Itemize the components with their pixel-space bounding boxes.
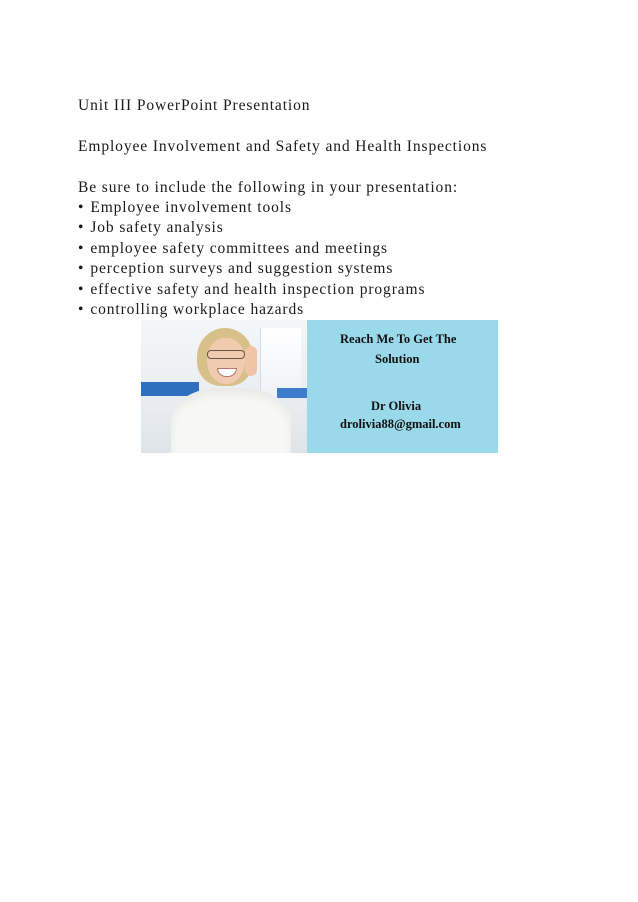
list-item <box>78 239 598 259</box>
list-item-text: employee safety committees and meetings <box>90 239 388 257</box>
document-intro: Be sure to include the following in your presentation: <box>78 178 459 196</box>
woman-photo <box>141 320 307 453</box>
bullet-icon: • <box>78 239 85 257</box>
list-item-text: Employee involvement tools <box>90 198 292 216</box>
bullet-icon: • <box>78 300 85 318</box>
contact-email: drolivia88@gmail.com <box>340 417 461 431</box>
list-item <box>78 259 598 279</box>
glasses-icon <box>207 350 245 359</box>
list-item-text: perception surveys and suggestion systems <box>90 260 394 278</box>
banner-headline: Reach Me To Get The <box>340 332 457 346</box>
list-item-text: Job safety analysis <box>90 219 224 237</box>
contact-banner <box>141 320 498 453</box>
bullet-icon: • <box>78 219 85 237</box>
document-subtitle: Employee Involvement and Safety and Health Inspections <box>78 137 488 155</box>
desk-shape <box>277 388 307 398</box>
face-shape <box>207 338 245 384</box>
list-item-text: effective safety and health inspection programs <box>90 280 426 298</box>
bullet-list <box>78 198 598 320</box>
bullet-icon: • <box>78 280 85 298</box>
list-item <box>78 218 598 238</box>
list-item <box>78 300 598 320</box>
list-item <box>78 280 598 300</box>
shirt-shape <box>171 388 291 453</box>
bullet-icon: • <box>78 198 85 216</box>
banner-headline-2: Solution <box>375 352 420 366</box>
document-text <box>78 96 598 320</box>
document-title: Unit III PowerPoint Presentation <box>78 97 311 114</box>
list-item <box>78 198 598 218</box>
spacer <box>78 157 598 177</box>
spacer <box>78 116 598 136</box>
contact-name: Dr Olivia <box>371 399 422 413</box>
bullet-icon: • <box>78 260 85 278</box>
contact-info-panel <box>307 320 498 453</box>
hand-shape <box>245 346 257 376</box>
list-item-text: controlling workplace hazards <box>90 300 305 318</box>
